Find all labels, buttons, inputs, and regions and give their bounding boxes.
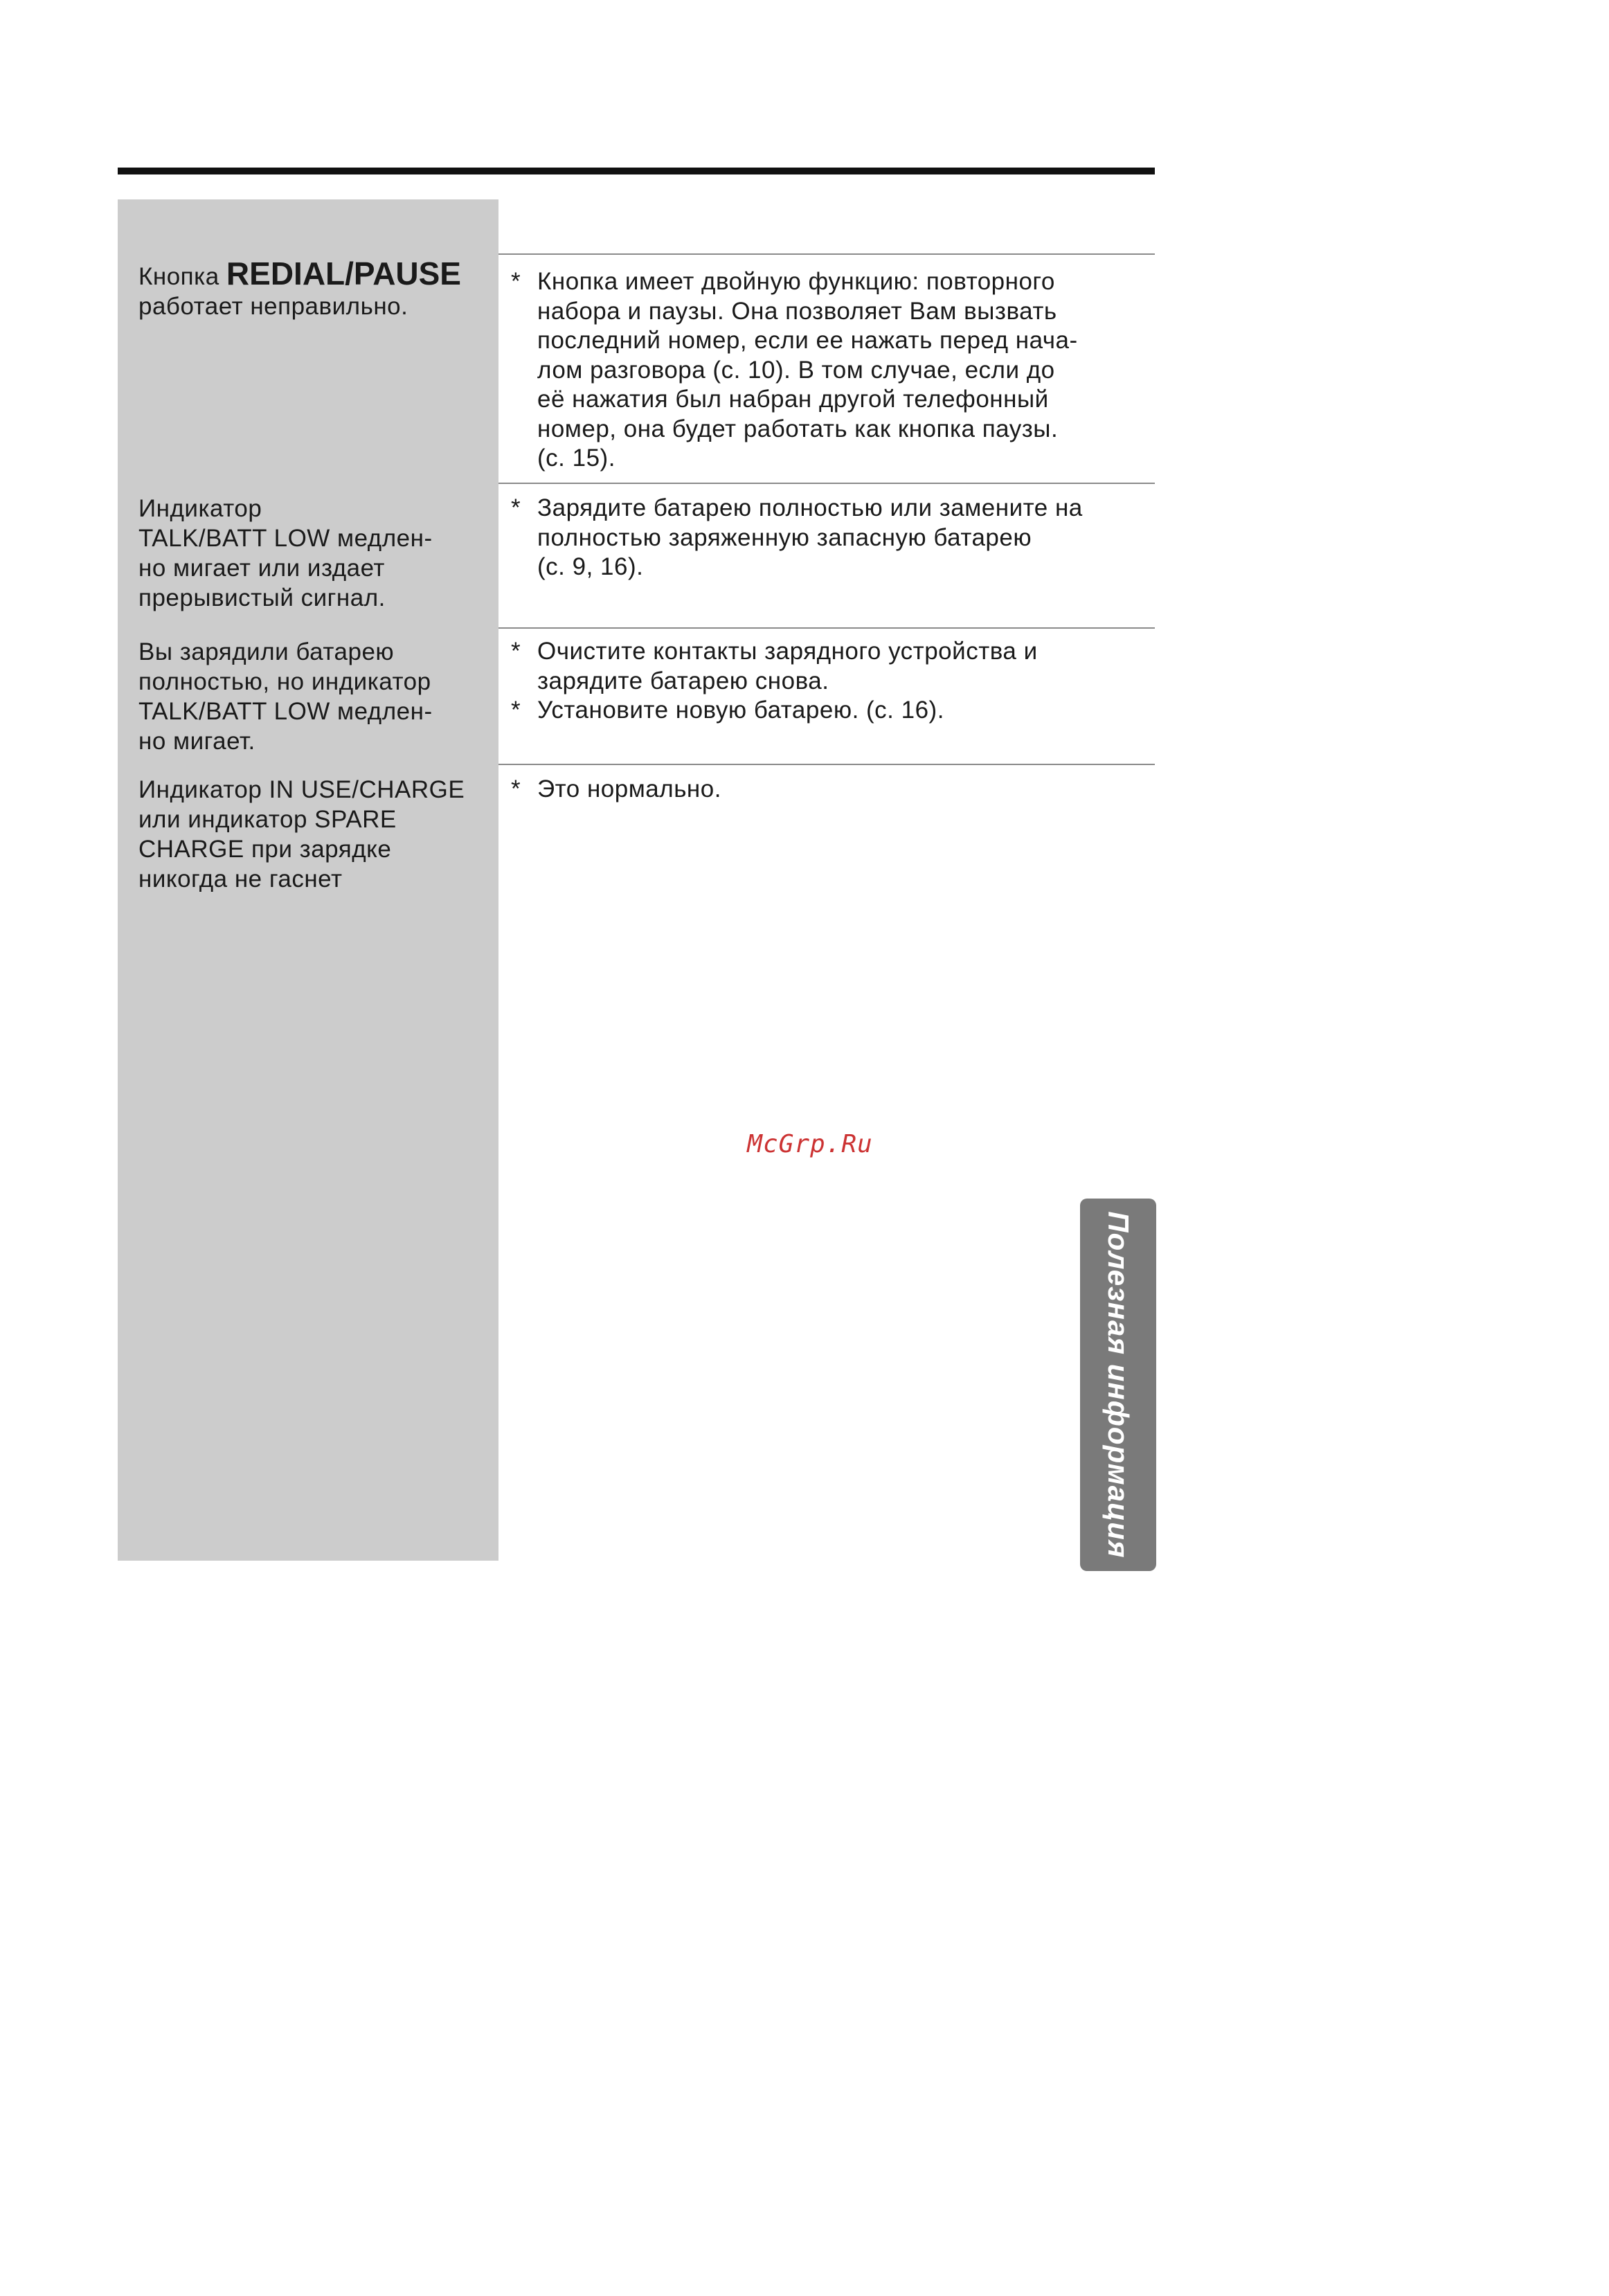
solution-line: Очистите контакты зарядного устройства и — [537, 638, 1038, 665]
problem-cell-redial — [138, 255, 498, 321]
solution-line: её нажатия был набран другой телефонный — [537, 386, 1049, 413]
solution-line: Установите новую батарею. (с. 16). — [537, 697, 944, 724]
solution-line: последний номер, если ее нажать перед нача- — [537, 327, 1078, 354]
solution-line: Зарядите батарею полностью или замените на — [537, 494, 1083, 521]
solution-item — [511, 696, 1151, 726]
bullet-asterisk: * — [511, 638, 521, 665]
problem-line: Вы зарядили батарею — [138, 638, 395, 665]
solution-item — [511, 267, 1151, 474]
solution-cell-talk-batt-low — [511, 494, 1151, 582]
bullet-asterisk: * — [511, 775, 521, 802]
problem-line: прерывистый сигнал. — [138, 584, 386, 611]
problem-line: TALK/BATT LOW медлен- — [138, 525, 433, 552]
problem-line: Индикатор IN USE/CHARGE — [138, 776, 465, 803]
problem-cell-in-use-charge — [138, 775, 498, 894]
solution-item — [511, 775, 1151, 805]
top-rule — [118, 168, 1155, 174]
watermark: McGrp.Ru — [747, 1130, 873, 1158]
solution-item — [511, 637, 1151, 696]
solution-line: Кнопка имеет двойную функцию: повторного — [537, 268, 1055, 295]
problem-cell-charged-battery — [138, 637, 498, 756]
row-divider — [498, 627, 1155, 629]
problem-line: Индикатор — [138, 495, 262, 522]
row-divider — [498, 483, 1155, 484]
solution-cell-in-use-charge — [511, 775, 1151, 805]
row-divider — [498, 253, 1155, 255]
solution-line: (с. 15). — [537, 445, 615, 472]
solution-line: зарядите батарею снова. — [537, 667, 829, 694]
solution-line: Это нормально. — [537, 775, 721, 802]
problem-line: но мигает. — [138, 728, 255, 755]
problem-line: работает неправильно. — [138, 293, 408, 320]
section-side-tab-label: Полезная информация — [1102, 1211, 1135, 1559]
solution-cell-redial — [511, 267, 1151, 474]
bullet-asterisk: * — [511, 697, 521, 724]
solution-line: набора и паузы. Она позволяет Вам вызвать — [537, 297, 1057, 325]
solution-item — [511, 494, 1151, 582]
solution-cell-charged-battery — [511, 637, 1151, 726]
problem-line: Кнопка REDIAL/PAUSE — [138, 255, 461, 292]
solution-line: лом разговора (с. 10). В том случае, если до — [537, 356, 1055, 384]
problem-cell-talk-batt-low — [138, 494, 498, 613]
bullet-asterisk: * — [511, 494, 521, 521]
bullet-asterisk: * — [511, 268, 521, 295]
redial-pause-key: REDIAL/PAUSE — [226, 255, 461, 292]
solution-line: номер, она будет работать как кнопка паузы. — [537, 415, 1059, 442]
solution-line: (с. 9, 16). — [537, 553, 644, 580]
problem-line: никогда не гаснет — [138, 866, 343, 893]
problem-line: TALK/BATT LOW медлен- — [138, 698, 433, 725]
section-side-tab — [1080, 1199, 1156, 1571]
problem-line: но мигает или издает — [138, 555, 385, 582]
problem-line: или индикатор SPARE — [138, 806, 397, 833]
problem-line: полностью, но индикатор — [138, 668, 431, 695]
row-divider — [498, 764, 1155, 765]
problem-line: CHARGE при зарядке — [138, 836, 392, 863]
solution-line: полностью заряженную запасную батарею — [537, 523, 1032, 551]
